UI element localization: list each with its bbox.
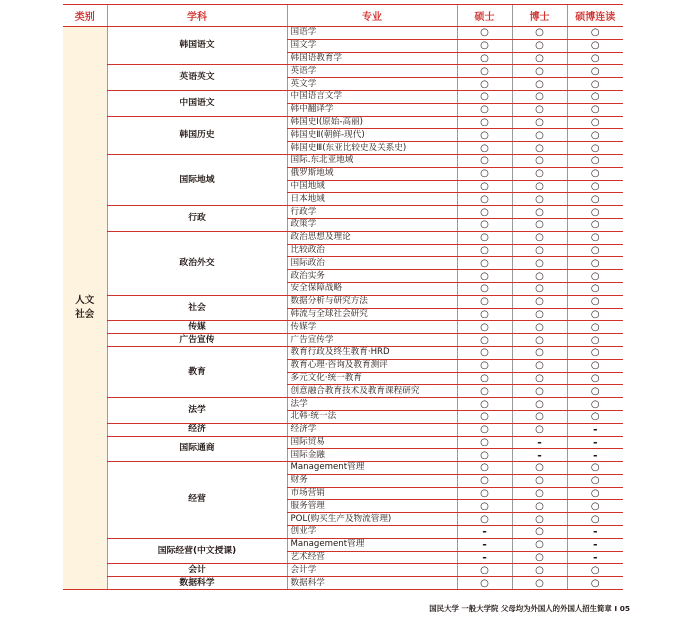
combined-mark: ○: [567, 513, 623, 526]
major-cell: 韩国史Ⅰ(原始-高丽): [287, 116, 457, 129]
doctoral-mark: ○: [512, 564, 567, 577]
combined-mark: ○: [567, 103, 623, 116]
major-cell: 教育行政及终生教育·HRD: [287, 346, 457, 359]
masters-mark: ○: [457, 257, 512, 270]
table-row: [63, 90, 623, 103]
table-row: [63, 116, 623, 129]
masters-mark: ○: [457, 270, 512, 283]
doctoral-mark: ○: [512, 487, 567, 500]
masters-mark: ○: [457, 193, 512, 206]
major-cell: 韩国史Ⅱ(朝鲜-现代): [287, 129, 457, 142]
masters-mark: ○: [457, 78, 512, 91]
combined-mark: ○: [567, 372, 623, 385]
combined-mark: -: [567, 538, 623, 551]
masters-mark: ○: [457, 65, 512, 78]
masters-mark: ○: [457, 27, 512, 40]
table-row: [63, 462, 623, 475]
doctoral-mark: ○: [512, 474, 567, 487]
masters-mark: ○: [457, 334, 512, 347]
masters-mark: ○: [457, 39, 512, 52]
combined-mark: ○: [567, 154, 623, 167]
doctoral-mark: ○: [512, 52, 567, 65]
major-cell: 会计学: [287, 564, 457, 577]
masters-mark: ○: [457, 103, 512, 116]
doctoral-mark: ○: [512, 39, 567, 52]
doctoral-mark: ○: [512, 577, 567, 590]
doctoral-mark: ○: [512, 103, 567, 116]
combined-mark: -: [567, 449, 623, 462]
masters-mark: ○: [457, 231, 512, 244]
header-subject: 学科: [107, 5, 287, 27]
masters-mark: ○: [457, 449, 512, 462]
combined-mark: ○: [567, 218, 623, 231]
masters-mark: ○: [457, 462, 512, 475]
doctoral-mark: ○: [512, 231, 567, 244]
masters-mark: ○: [457, 308, 512, 321]
doctoral-mark: ○: [512, 244, 567, 257]
major-cell: 日本地域: [287, 193, 457, 206]
table-header-row: [63, 5, 623, 27]
doctoral-mark: ○: [512, 142, 567, 155]
masters-mark: ○: [457, 500, 512, 513]
table-row: [63, 436, 623, 449]
subject-cell: 韩国语文: [107, 27, 287, 65]
doctoral-mark: ○: [512, 334, 567, 347]
subject-cell: 中国语文: [107, 90, 287, 116]
doctoral-mark: ○: [512, 359, 567, 372]
doctoral-mark: ○: [512, 27, 567, 40]
doctoral-mark: ○: [512, 206, 567, 219]
program-table: [63, 4, 623, 590]
doctoral-mark: ○: [512, 65, 567, 78]
subject-cell: 社会: [107, 295, 287, 321]
table-row: [63, 398, 623, 411]
major-cell: 多元文化·统一教育: [287, 372, 457, 385]
combined-mark: ○: [567, 116, 623, 129]
masters-mark: ○: [457, 564, 512, 577]
subject-cell: 广告宣传: [107, 334, 287, 347]
masters-mark: ○: [457, 142, 512, 155]
combined-mark: ○: [567, 410, 623, 423]
doctoral-mark: ○: [512, 462, 567, 475]
doctoral-mark: ○: [512, 538, 567, 551]
combined-mark: ○: [567, 167, 623, 180]
doctoral-mark: ○: [512, 551, 567, 564]
doctoral-mark: ○: [512, 129, 567, 142]
combined-mark: ○: [567, 577, 623, 590]
combined-mark: ○: [567, 206, 623, 219]
major-cell: 经济学: [287, 423, 457, 436]
doctoral-mark: ○: [512, 526, 567, 539]
masters-mark: ○: [457, 244, 512, 257]
major-cell: 韩国史Ⅲ(东亚比较史及关系史): [287, 142, 457, 155]
major-cell: 行政学: [287, 206, 457, 219]
masters-mark: ○: [457, 346, 512, 359]
subject-cell: 会计: [107, 564, 287, 577]
doctoral-mark: ○: [512, 257, 567, 270]
major-cell: 韩流与全球社会研究: [287, 308, 457, 321]
combined-mark: ○: [567, 129, 623, 142]
header-category: 类别: [63, 5, 107, 27]
masters-mark: ○: [457, 513, 512, 526]
major-cell: 教育心理·咨询及教育测评: [287, 359, 457, 372]
combined-mark: ○: [567, 308, 623, 321]
subject-cell: 国际经营(中文授课): [107, 538, 287, 564]
combined-mark: ○: [567, 180, 623, 193]
masters-mark: ○: [457, 423, 512, 436]
doctoral-mark: ○: [512, 398, 567, 411]
masters-mark: ○: [457, 218, 512, 231]
major-cell: Management管理: [287, 538, 457, 551]
table-row: [63, 206, 623, 219]
masters-mark: ○: [457, 129, 512, 142]
major-cell: 传媒学: [287, 321, 457, 334]
doctoral-mark: ○: [512, 295, 567, 308]
major-cell: 政治实务: [287, 270, 457, 283]
doctoral-mark: ○: [512, 423, 567, 436]
doctoral-mark: ○: [512, 500, 567, 513]
doctoral-mark: ○: [512, 308, 567, 321]
major-cell: 财务: [287, 474, 457, 487]
subject-cell: 行政: [107, 206, 287, 232]
combined-mark: ○: [567, 142, 623, 155]
subject-cell: 经济: [107, 423, 287, 436]
combined-mark: -: [567, 526, 623, 539]
masters-mark: ○: [457, 321, 512, 334]
major-cell: 艺术经营: [287, 551, 457, 564]
table-row: [63, 295, 623, 308]
combined-mark: ○: [567, 398, 623, 411]
combined-mark: ○: [567, 231, 623, 244]
combined-mark: ○: [567, 65, 623, 78]
doctoral-mark: ○: [512, 78, 567, 91]
masters-mark: ○: [457, 410, 512, 423]
masters-mark: ○: [457, 206, 512, 219]
subject-cell: 国际地域: [107, 154, 287, 205]
major-cell: 英语学: [287, 65, 457, 78]
category-cell: 人文 社会: [63, 27, 107, 590]
masters-mark: -: [457, 538, 512, 551]
table-row: [63, 564, 623, 577]
major-cell: 英文学: [287, 78, 457, 91]
combined-mark: -: [567, 423, 623, 436]
combined-mark: ○: [567, 462, 623, 475]
major-cell: 韩中翻译学: [287, 103, 457, 116]
header-major: 专业: [287, 5, 457, 27]
admission-table-container: [63, 4, 623, 590]
page-footer: 国民大学 一般大学院 父母均为外国人的外国人招生简章 I 05: [429, 604, 630, 613]
combined-mark: ○: [567, 52, 623, 65]
header-combined: 硕博连读: [567, 5, 623, 27]
combined-mark: ○: [567, 564, 623, 577]
doctoral-mark: ○: [512, 513, 567, 526]
combined-mark: ○: [567, 295, 623, 308]
table-row: [63, 346, 623, 359]
major-cell: 国际.东北亚地域: [287, 154, 457, 167]
table-row: [63, 538, 623, 551]
masters-mark: ○: [457, 116, 512, 129]
doctoral-mark: ○: [512, 167, 567, 180]
combined-mark: ○: [567, 359, 623, 372]
doctoral-mark: ○: [512, 282, 567, 295]
table-row: [63, 577, 623, 590]
combined-mark: ○: [567, 39, 623, 52]
major-cell: Management管理: [287, 462, 457, 475]
combined-mark: ○: [567, 78, 623, 91]
combined-mark: ○: [567, 474, 623, 487]
doctoral-mark: ○: [512, 321, 567, 334]
masters-mark: ○: [457, 359, 512, 372]
doctoral-mark: ○: [512, 180, 567, 193]
major-cell: 国文学: [287, 39, 457, 52]
major-cell: POL(购买生产及物流管理): [287, 513, 457, 526]
table-row: [63, 154, 623, 167]
masters-mark: ○: [457, 295, 512, 308]
major-cell: 中国语言文学: [287, 90, 457, 103]
table-row: [63, 65, 623, 78]
combined-mark: ○: [567, 270, 623, 283]
subject-cell: 国际通商: [107, 436, 287, 462]
header-doctoral: 博士: [512, 5, 567, 27]
major-cell: 数据分析与研究方法: [287, 295, 457, 308]
major-cell: 比较政治: [287, 244, 457, 257]
table-row: [63, 27, 623, 40]
subject-cell: 韩国历史: [107, 116, 287, 154]
masters-mark: ○: [457, 487, 512, 500]
masters-mark: ○: [457, 167, 512, 180]
combined-mark: ○: [567, 321, 623, 334]
major-cell: 服务管理: [287, 500, 457, 513]
major-cell: 安全保障战略: [287, 282, 457, 295]
masters-mark: ○: [457, 52, 512, 65]
masters-mark: ○: [457, 282, 512, 295]
masters-mark: ○: [457, 385, 512, 398]
table-row: [63, 423, 623, 436]
doctoral-mark: ○: [512, 385, 567, 398]
doctoral-mark: ○: [512, 90, 567, 103]
subject-cell: 法学: [107, 398, 287, 424]
major-cell: 中国地域: [287, 180, 457, 193]
combined-mark: ○: [567, 487, 623, 500]
subject-cell: 教育: [107, 346, 287, 397]
table-row: [63, 321, 623, 334]
major-cell: 数据科学: [287, 577, 457, 590]
major-cell: 国际金融: [287, 449, 457, 462]
masters-mark: ○: [457, 180, 512, 193]
combined-mark: ○: [567, 257, 623, 270]
doctoral-mark: ○: [512, 154, 567, 167]
combined-mark: -: [567, 436, 623, 449]
major-cell: 市场营销: [287, 487, 457, 500]
doctoral-mark: -: [512, 436, 567, 449]
major-cell: 法学: [287, 398, 457, 411]
doctoral-mark: ○: [512, 116, 567, 129]
combined-mark: ○: [567, 346, 623, 359]
table-body: [63, 27, 623, 590]
doctoral-mark: ○: [512, 410, 567, 423]
major-cell: 创意融合教育技术及教育课程研究: [287, 385, 457, 398]
masters-mark: ○: [457, 436, 512, 449]
doctoral-mark: ○: [512, 270, 567, 283]
combined-mark: ○: [567, 244, 623, 257]
major-cell: 国语学: [287, 27, 457, 40]
combined-mark: ○: [567, 27, 623, 40]
subject-cell: 经营: [107, 462, 287, 539]
major-cell: 政治思想及理论: [287, 231, 457, 244]
header-masters: 硕士: [457, 5, 512, 27]
table-row: [63, 334, 623, 347]
doctoral-mark: ○: [512, 372, 567, 385]
combined-mark: ○: [567, 500, 623, 513]
major-cell: 创业学: [287, 526, 457, 539]
masters-mark: -: [457, 526, 512, 539]
masters-mark: ○: [457, 90, 512, 103]
combined-mark: -: [567, 551, 623, 564]
major-cell: 国际贸易: [287, 436, 457, 449]
combined-mark: ○: [567, 193, 623, 206]
subject-cell: 数据科学: [107, 577, 287, 590]
table-row: [63, 231, 623, 244]
combined-mark: ○: [567, 334, 623, 347]
subject-cell: 政治外交: [107, 231, 287, 295]
masters-mark: ○: [457, 154, 512, 167]
major-cell: 政策学: [287, 218, 457, 231]
doctoral-mark: ○: [512, 193, 567, 206]
combined-mark: ○: [567, 385, 623, 398]
masters-mark: ○: [457, 577, 512, 590]
doctoral-mark: ○: [512, 346, 567, 359]
subject-cell: 英语英文: [107, 65, 287, 91]
major-cell: 北韩·统一法: [287, 410, 457, 423]
major-cell: 韩国语教育学: [287, 52, 457, 65]
masters-mark: ○: [457, 398, 512, 411]
masters-mark: -: [457, 551, 512, 564]
masters-mark: ○: [457, 372, 512, 385]
major-cell: 广告宣传学: [287, 334, 457, 347]
combined-mark: ○: [567, 282, 623, 295]
masters-mark: ○: [457, 474, 512, 487]
doctoral-mark: -: [512, 449, 567, 462]
major-cell: 国际政治: [287, 257, 457, 270]
combined-mark: ○: [567, 90, 623, 103]
subject-cell: 传媒: [107, 321, 287, 334]
doctoral-mark: ○: [512, 218, 567, 231]
major-cell: 俄罗斯地域: [287, 167, 457, 180]
